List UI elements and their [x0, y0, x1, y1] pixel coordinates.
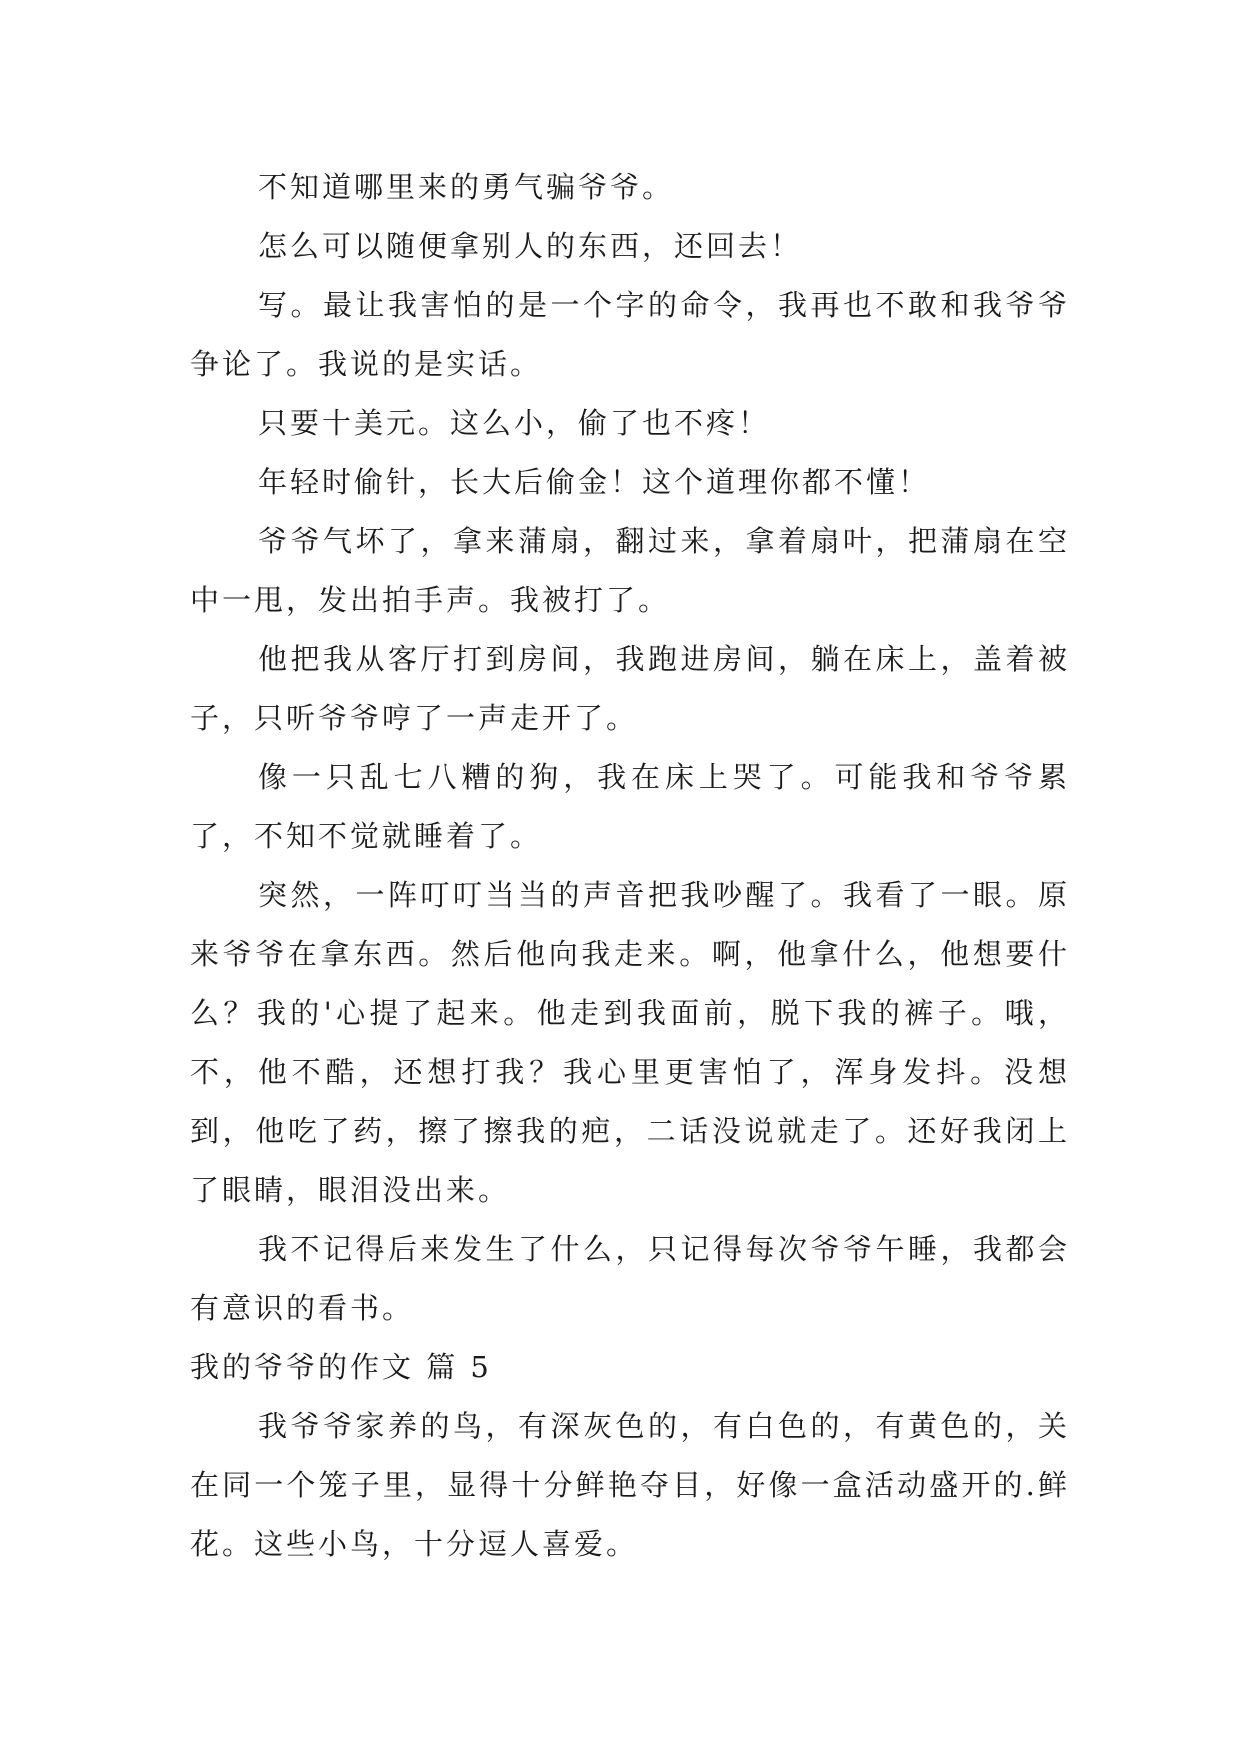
- paragraph: 爷爷气坏了，拿来蒲扇，翻过来，拿着扇叶，把蒲扇在空中一甩，发出拍手声。我被打了。: [190, 524, 1070, 617]
- paragraph: 只要十美元。这么小，偷了也不疼！: [258, 406, 771, 440]
- paragraph: 怎么可以随便拿别人的东西，还回去！: [258, 229, 803, 263]
- paragraph: 写。最让我害怕的是一个字的命令，我再也不敢和我爷爷争论了。我说的是实话。: [190, 288, 1070, 381]
- section-title: 我的爷爷的作文 篇 5: [190, 1350, 492, 1384]
- paragraph: 像一只乱七八糟的狗，我在床上哭了。可能我和爷爷累了，不知不觉就睡着了。: [190, 760, 1070, 853]
- paragraph: 他把我从客厅打到房间，我跑进房间，躺在床上，盖着被子，只听爷爷哼了一声走开了。: [190, 642, 1070, 735]
- paragraph: 不知道哪里来的勇气骗爷爷。: [258, 170, 675, 204]
- paragraph: 年轻时偷针，长大后偷金！这个道理你都不懂！: [258, 465, 931, 499]
- paragraph: 我不记得后来发生了什么，只记得每次爷爷午睡，我都会有意识的看书。: [190, 1232, 1070, 1325]
- paragraph: 我爷爷家养的鸟，有深灰色的，有白色的，有黄色的，关在同一个笼子里，显得十分鲜艳夺目，好像一盒活动盛开的.鲜花。这些小鸟，十分逗人喜爱。: [190, 1409, 1070, 1561]
- document-body: [190, 158, 1070, 1574]
- paragraph: 突然，一阵叮叮当当的声音把我吵醒了。我看了一眼。原来爷爷在拿东西。然后他向我走来。啊，他拿什么，他想要什么？我的'心提了起来。他走到我面前，脱下我的裤子。哦，不，他不酷，还想打我？我心里更害怕了，浑身发抖。没想到，他吃了药，擦了擦我的疤，二话没说就走了。还好我闭上了眼睛，眼泪没出来。: [190, 878, 1070, 1207]
